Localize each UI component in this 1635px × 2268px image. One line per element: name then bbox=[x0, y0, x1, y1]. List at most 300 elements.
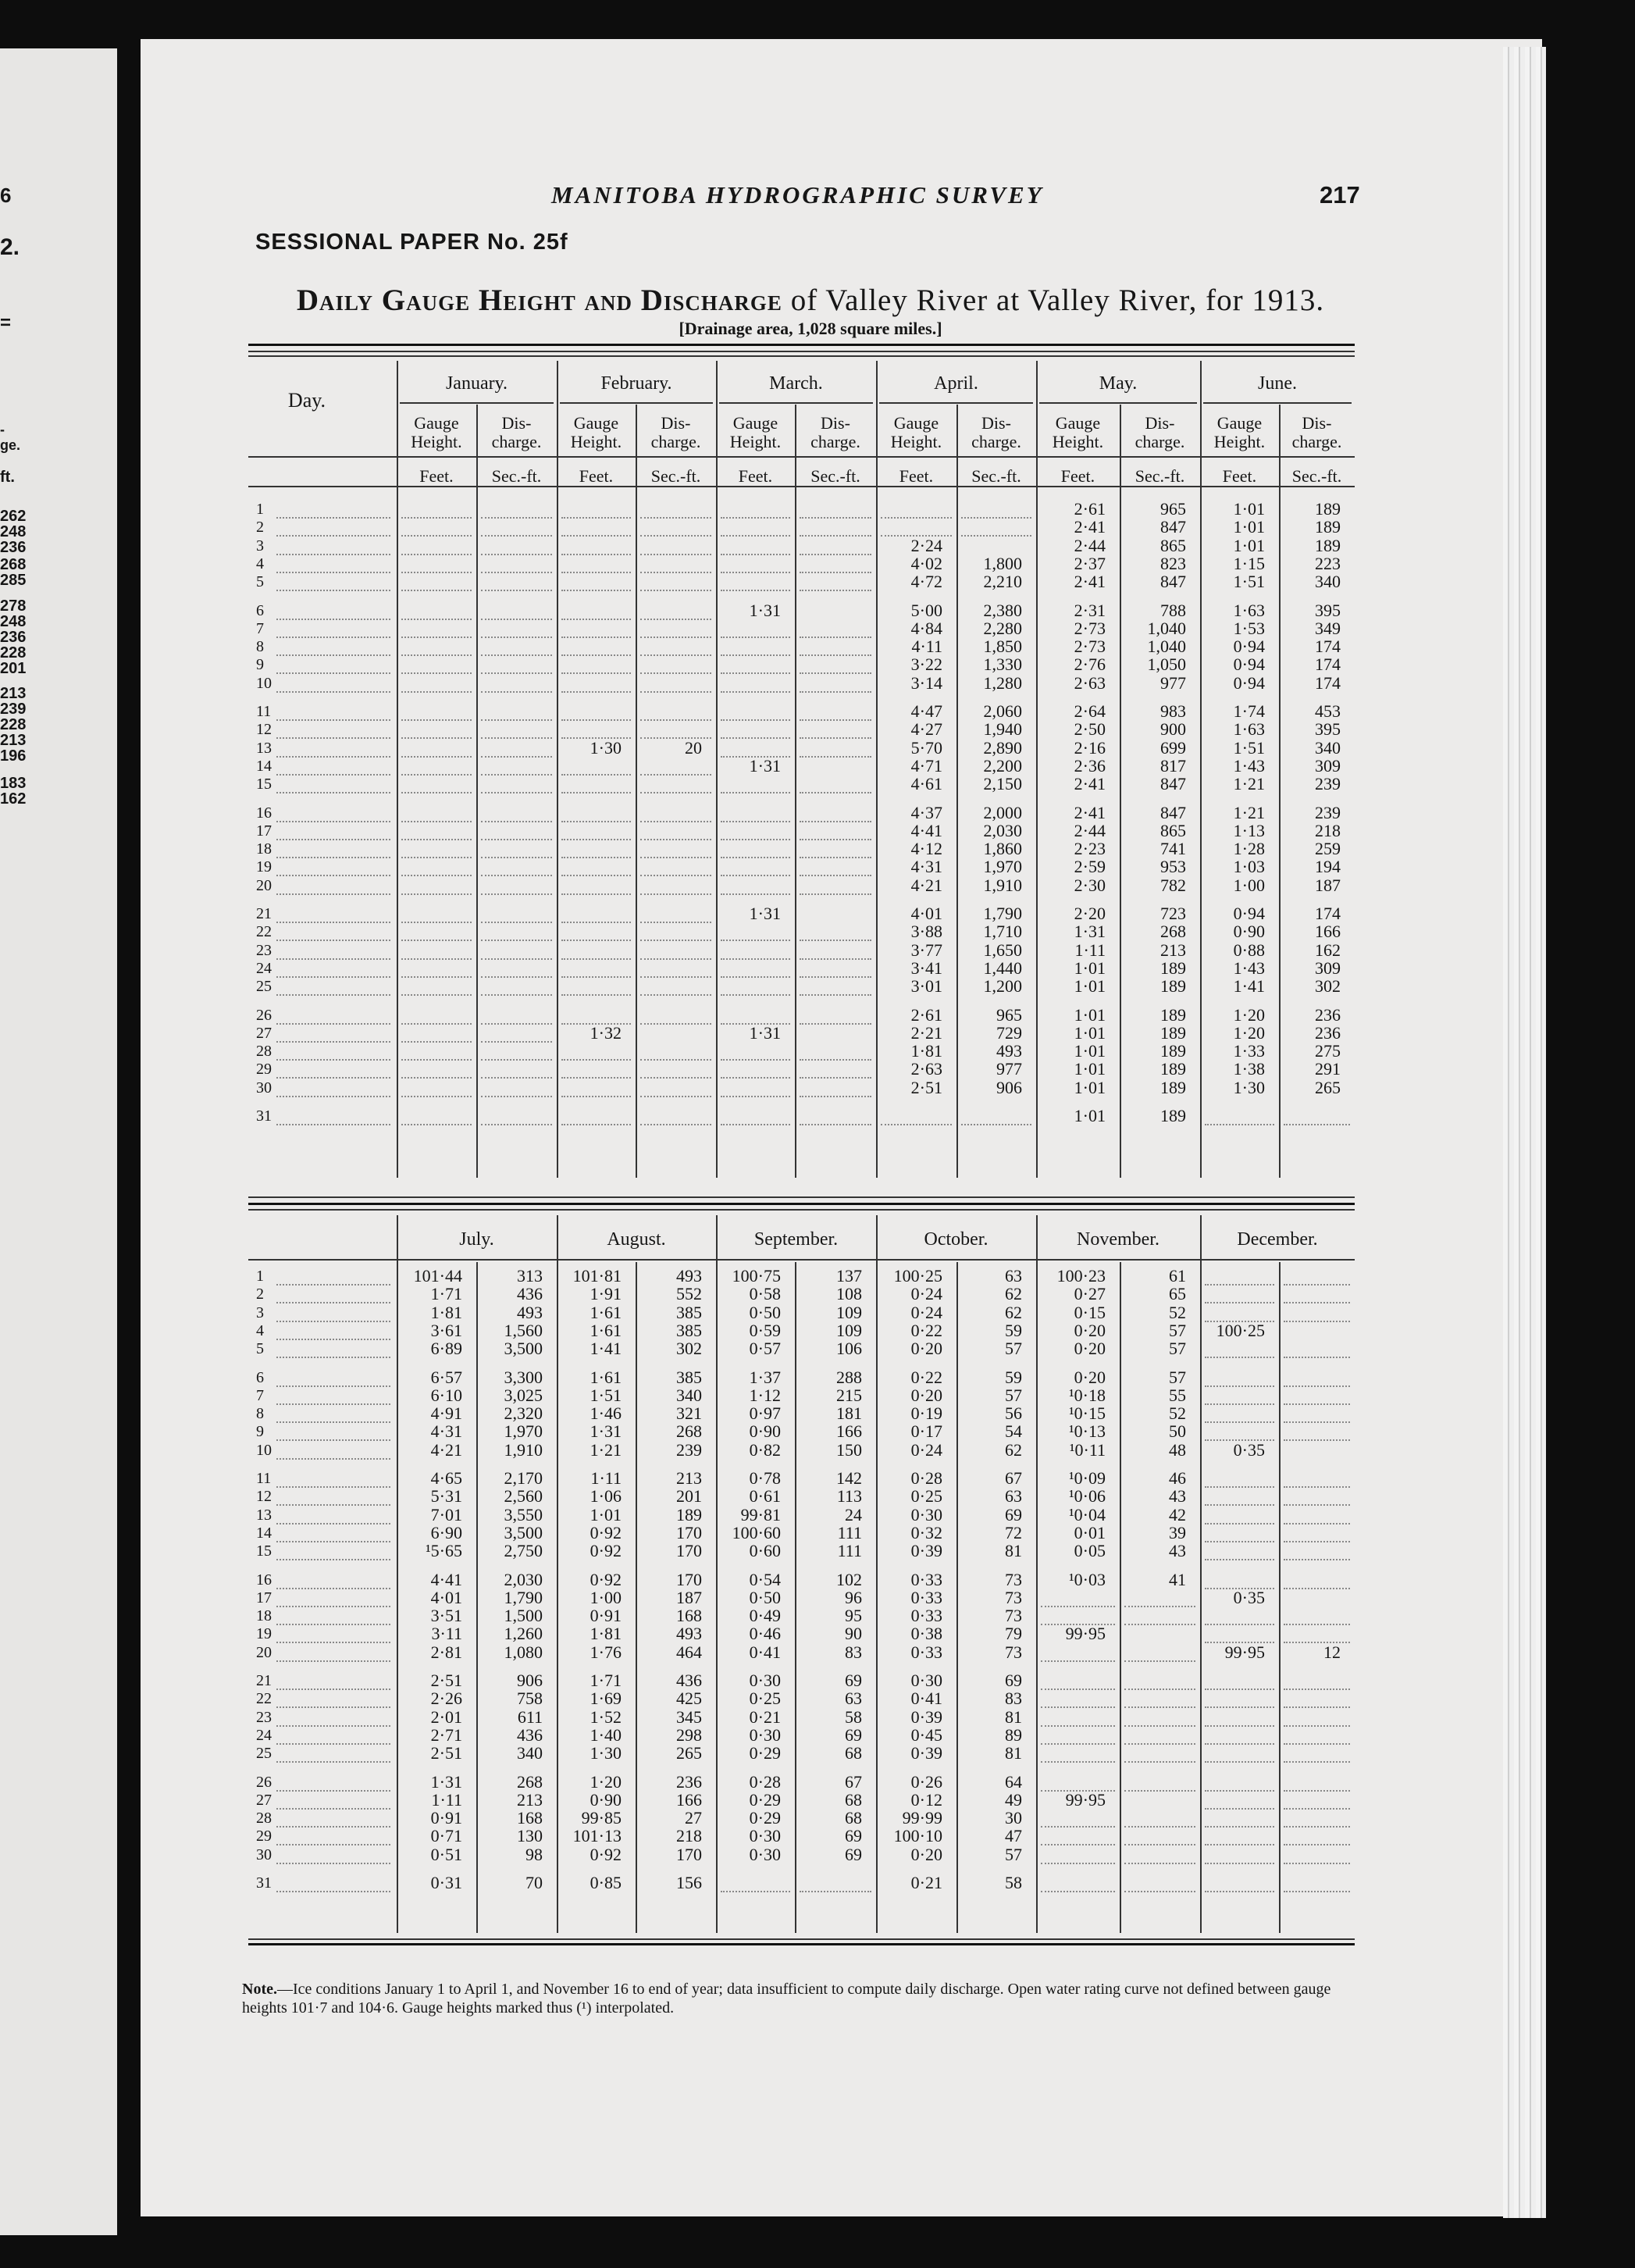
gauge-value: 1·01 bbox=[1074, 1004, 1106, 1025]
gauge-value: 0·38 bbox=[910, 1624, 942, 1644]
gauge-value: 2·63 bbox=[1074, 672, 1106, 693]
row-leader bbox=[276, 941, 390, 960]
empty-gauge bbox=[721, 876, 790, 895]
discharge-value: 215 bbox=[836, 1385, 862, 1405]
discharge-value: 239 bbox=[676, 1439, 702, 1460]
row-leader bbox=[276, 1006, 390, 1025]
empty-gauge bbox=[721, 1874, 790, 1892]
empty-gauge bbox=[1041, 1773, 1115, 1792]
discharge-value: 189 bbox=[1160, 1059, 1186, 1079]
row-leader bbox=[276, 822, 390, 840]
empty-gauge bbox=[1205, 1791, 1274, 1810]
gauge-value: 6·10 bbox=[430, 1385, 462, 1405]
gauge-height-header: Gauge Height. bbox=[411, 413, 462, 451]
empty-gauge bbox=[561, 822, 631, 840]
empty-discharge bbox=[640, 655, 711, 674]
empty-discharge bbox=[1124, 1689, 1195, 1708]
gauge-value: 1·31 bbox=[749, 755, 781, 776]
empty-gauge bbox=[401, 537, 472, 555]
rule bbox=[248, 1209, 1355, 1211]
month-header: May. bbox=[1099, 373, 1138, 394]
empty-gauge bbox=[721, 775, 790, 793]
discharge-header: Dis- charge. bbox=[491, 413, 542, 451]
gauge-value: 2·24 bbox=[910, 535, 942, 555]
empty-gauge bbox=[1041, 1606, 1115, 1625]
row-leader bbox=[276, 858, 390, 876]
empty-gauge bbox=[401, 702, 472, 721]
gauge-value: 0·15 bbox=[1074, 1302, 1106, 1322]
discharge-value: 977 bbox=[996, 1059, 1022, 1079]
gauge-value: 3·14 bbox=[910, 672, 942, 693]
empty-gauge bbox=[401, 1079, 472, 1097]
mid-rule bbox=[248, 1203, 1355, 1205]
empty-gauge bbox=[561, 977, 631, 996]
discharge-value: 395 bbox=[1315, 600, 1341, 620]
gauge-value: 1·31 bbox=[430, 1771, 462, 1792]
discharge-value: 106 bbox=[836, 1339, 862, 1359]
empty-discharge bbox=[481, 876, 552, 895]
discharge-value: 436 bbox=[676, 1671, 702, 1690]
rule bbox=[248, 456, 1355, 458]
row-leader bbox=[276, 1671, 390, 1690]
discharge-value: 1,560 bbox=[504, 1320, 543, 1340]
gauge-value: 101·44 bbox=[413, 1266, 462, 1286]
empty-gauge bbox=[561, 601, 631, 620]
row-leader bbox=[276, 977, 390, 996]
discharge-value: 1,040 bbox=[1147, 637, 1186, 657]
gauge-value: 2·81 bbox=[430, 1642, 462, 1662]
empty-gauge bbox=[721, 858, 790, 876]
discharge-value: 69 bbox=[845, 1724, 862, 1745]
discharge-value: 2,060 bbox=[983, 701, 1022, 721]
row-leader bbox=[276, 619, 390, 638]
discharge-value: 150 bbox=[836, 1439, 862, 1460]
discharge-value: 291 bbox=[1315, 1059, 1341, 1079]
discharge-value: 1,280 bbox=[983, 672, 1022, 693]
empty-gauge bbox=[721, 1079, 790, 1097]
gauge-value: 4·65 bbox=[430, 1468, 462, 1488]
empty-gauge bbox=[1205, 1386, 1274, 1405]
gauge-value: 2·51 bbox=[430, 1743, 462, 1763]
empty-gauge bbox=[1041, 1845, 1115, 1864]
discharge-value: 900 bbox=[1160, 719, 1186, 740]
empty-discharge bbox=[800, 858, 871, 876]
gauge-value: 2·20 bbox=[1074, 904, 1106, 923]
discharge-value: 79 bbox=[1005, 1624, 1022, 1644]
discharge-value: 1,970 bbox=[504, 1421, 543, 1442]
discharge-value: 162 bbox=[1315, 940, 1341, 960]
gauge-value: 0·26 bbox=[910, 1771, 942, 1792]
rule bbox=[1203, 402, 1352, 404]
empty-gauge bbox=[401, 876, 472, 895]
discharge-value: 69 bbox=[845, 1671, 862, 1690]
row-leader bbox=[276, 1469, 390, 1488]
row-leader bbox=[276, 601, 390, 620]
row-leader bbox=[276, 922, 390, 941]
gauge-value: 0·24 bbox=[910, 1284, 942, 1304]
left-page-fragment: 213 bbox=[0, 685, 27, 702]
discharge-value: 58 bbox=[845, 1706, 862, 1727]
gauge-value: 99·95 bbox=[1065, 1789, 1106, 1810]
empty-gauge bbox=[561, 674, 631, 693]
day-number: 15 bbox=[256, 1542, 272, 1560]
empty-discharge bbox=[481, 655, 552, 674]
empty-discharge bbox=[481, 674, 552, 693]
gauge-value: 1·52 bbox=[590, 1706, 622, 1727]
gauge-value: 6·90 bbox=[430, 1522, 462, 1542]
discharge-value: 309 bbox=[1315, 755, 1341, 776]
empty-gauge bbox=[1041, 1689, 1115, 1708]
day-number: 6 bbox=[256, 601, 264, 619]
discharge-value: 1,260 bbox=[504, 1624, 543, 1644]
row-leader bbox=[276, 876, 390, 895]
day-number: 23 bbox=[256, 941, 272, 959]
empty-gauge bbox=[401, 1060, 472, 1079]
empty-gauge bbox=[721, 537, 790, 555]
discharge-value: 453 bbox=[1315, 701, 1341, 721]
gauge-value: 1·71 bbox=[430, 1284, 462, 1304]
rule bbox=[476, 405, 478, 1178]
discharge-value: 54 bbox=[1005, 1421, 1022, 1442]
empty-discharge bbox=[800, 619, 871, 638]
left-page-fragment: 285 bbox=[0, 572, 27, 589]
row-leader bbox=[276, 804, 390, 822]
discharge-value: 236 bbox=[1315, 1022, 1341, 1043]
empty-gauge bbox=[401, 1107, 472, 1125]
discharge-value: 50 bbox=[1169, 1421, 1186, 1442]
empty-discharge bbox=[800, 702, 871, 721]
empty-discharge bbox=[640, 822, 711, 840]
month-header: January. bbox=[445, 373, 508, 394]
gauge-value: ¹5·65 bbox=[426, 1541, 462, 1561]
row-leader bbox=[276, 1042, 390, 1061]
discharge-value: 168 bbox=[517, 1808, 543, 1828]
row-leader bbox=[276, 1809, 390, 1828]
gauge-value: 0·59 bbox=[749, 1320, 781, 1340]
empty-gauge bbox=[1205, 1874, 1274, 1892]
gauge-value: 0·60 bbox=[749, 1541, 781, 1561]
discharge-value: 67 bbox=[845, 1771, 862, 1792]
empty-gauge bbox=[1041, 1874, 1115, 1892]
empty-gauge bbox=[721, 840, 790, 858]
row-leader bbox=[276, 1845, 390, 1864]
empty-gauge bbox=[561, 572, 631, 591]
day-number: 10 bbox=[256, 1441, 272, 1459]
gauge-value: 0·91 bbox=[430, 1808, 462, 1828]
gauge-value: ¹0·03 bbox=[1069, 1569, 1106, 1589]
empty-gauge bbox=[721, 720, 790, 739]
discharge-value: 977 bbox=[1160, 672, 1186, 693]
day-number: 27 bbox=[256, 1024, 272, 1042]
gauge-value: 2·01 bbox=[430, 1706, 462, 1727]
rule bbox=[636, 405, 637, 1178]
empty-gauge bbox=[721, 922, 790, 941]
discharge-value: 493 bbox=[676, 1266, 702, 1286]
discharge-value: 57 bbox=[1005, 1385, 1022, 1405]
left-page-fragment: 248 bbox=[0, 613, 27, 630]
empty-discharge bbox=[800, 572, 871, 591]
discharge-value: 265 bbox=[1315, 1077, 1341, 1097]
discharge-value: 758 bbox=[517, 1689, 543, 1709]
gauge-value: 1·15 bbox=[1233, 553, 1265, 573]
day-number: 30 bbox=[256, 1845, 272, 1863]
gauge-value: ¹0·15 bbox=[1069, 1403, 1106, 1424]
discharge-value: 983 bbox=[1160, 701, 1186, 721]
day-number: 25 bbox=[256, 978, 272, 996]
gauge-value: 0·91 bbox=[590, 1606, 622, 1626]
gauge-value: 2·51 bbox=[430, 1671, 462, 1690]
empty-discharge bbox=[1284, 1809, 1350, 1828]
gauge-value: 0·20 bbox=[1074, 1367, 1106, 1387]
gauge-value: 1·43 bbox=[1233, 957, 1265, 978]
empty-discharge bbox=[1124, 1874, 1195, 1892]
gauge-value: 1·21 bbox=[1233, 774, 1265, 794]
empty-discharge bbox=[1284, 1827, 1350, 1845]
empty-discharge bbox=[1284, 1404, 1350, 1423]
discharge-value: 259 bbox=[1315, 839, 1341, 859]
day-number: 7 bbox=[256, 1386, 264, 1404]
empty-gauge bbox=[401, 655, 472, 674]
empty-discharge bbox=[481, 904, 552, 923]
day-number: 24 bbox=[256, 959, 272, 977]
discharge-value: 68 bbox=[845, 1808, 862, 1828]
discharge-value: 2,890 bbox=[983, 737, 1022, 758]
day-number: 20 bbox=[256, 1643, 272, 1661]
discharge-value: 464 bbox=[676, 1642, 702, 1662]
gauge-height-header: Gauge Height. bbox=[570, 413, 622, 451]
day-number: 13 bbox=[256, 1506, 272, 1524]
discharge-value: 189 bbox=[1315, 499, 1341, 519]
row-leader bbox=[276, 1441, 390, 1460]
rule bbox=[248, 1938, 1355, 1940]
discharge-value: 58 bbox=[1005, 1873, 1022, 1892]
gauge-value: 0·46 bbox=[749, 1624, 781, 1644]
gauge-value: 1·13 bbox=[1233, 820, 1265, 840]
empty-discharge bbox=[640, 757, 711, 776]
gauge-value: 99·85 bbox=[581, 1808, 622, 1828]
discharge-value: 113 bbox=[836, 1486, 862, 1507]
rule bbox=[248, 1196, 1355, 1198]
row-leader bbox=[276, 1487, 390, 1506]
discharge-value: 847 bbox=[1160, 802, 1186, 822]
discharge-value: 69 bbox=[1005, 1504, 1022, 1524]
unit-feet: Feet. bbox=[738, 466, 773, 486]
empty-discharge bbox=[640, 775, 711, 793]
month-header: November. bbox=[1077, 1229, 1159, 1250]
empty-gauge bbox=[401, 518, 472, 537]
left-page-fragment: 262 bbox=[0, 508, 27, 525]
discharge-value: 111 bbox=[837, 1541, 862, 1561]
empty-discharge bbox=[1284, 1524, 1350, 1542]
discharge-value: 170 bbox=[676, 1569, 702, 1589]
day-number: 19 bbox=[256, 858, 272, 876]
discharge-value: 309 bbox=[1315, 957, 1341, 978]
day-number: 22 bbox=[256, 1690, 272, 1708]
gauge-value: 4·01 bbox=[430, 1587, 462, 1607]
gauge-value: 0·01 bbox=[1074, 1522, 1106, 1542]
empty-gauge bbox=[1205, 1303, 1274, 1322]
gauge-value: 99·95 bbox=[1065, 1624, 1106, 1644]
gauge-value: 0·20 bbox=[1074, 1339, 1106, 1359]
gauge-value: 1·01 bbox=[1233, 499, 1265, 519]
empty-discharge bbox=[1284, 1606, 1350, 1625]
discharge-value: 49 bbox=[1005, 1789, 1022, 1810]
empty-gauge bbox=[401, 941, 472, 960]
empty-discharge bbox=[640, 904, 711, 923]
gauge-value: 0·12 bbox=[910, 1789, 942, 1810]
empty-gauge bbox=[401, 775, 472, 793]
empty-discharge bbox=[1284, 1689, 1350, 1708]
discharge-value: 268 bbox=[1160, 922, 1186, 942]
empty-discharge bbox=[481, 518, 552, 537]
empty-gauge bbox=[401, 601, 472, 620]
empty-gauge bbox=[561, 1006, 631, 1025]
gauge-value: 4·84 bbox=[910, 618, 942, 638]
discharge-value: 73 bbox=[1005, 1642, 1022, 1662]
empty-gauge bbox=[721, 674, 790, 693]
empty-discharge bbox=[800, 1874, 871, 1892]
gauge-value: 2·23 bbox=[1074, 839, 1106, 859]
gauge-value: 1·51 bbox=[590, 1385, 622, 1405]
empty-discharge bbox=[1284, 1791, 1350, 1810]
empty-discharge bbox=[1124, 1827, 1195, 1845]
empty-discharge bbox=[481, 601, 552, 620]
rule bbox=[560, 402, 713, 404]
row-leader bbox=[276, 1060, 390, 1079]
gauge-value: 100·25 bbox=[893, 1266, 942, 1286]
empty-gauge bbox=[1041, 1671, 1115, 1690]
gauge-value: 4·21 bbox=[430, 1439, 462, 1460]
discharge-value: 52 bbox=[1169, 1302, 1186, 1322]
empty-discharge bbox=[640, 518, 711, 537]
day-number: 15 bbox=[256, 776, 272, 793]
table-title: Daily Gauge Height and Discharge of Valley River at Valley River, for 1913. bbox=[296, 284, 1325, 317]
empty-gauge bbox=[401, 858, 472, 876]
discharge-value: 59 bbox=[1005, 1320, 1022, 1340]
unit-secft: Sec.-ft. bbox=[1291, 466, 1342, 486]
empty-discharge bbox=[481, 1060, 552, 1079]
gauge-value: 1·30 bbox=[1233, 1077, 1265, 1097]
row-leader bbox=[276, 1386, 390, 1405]
gauge-value: 0·05 bbox=[1074, 1541, 1106, 1561]
row-leader bbox=[276, 1285, 390, 1303]
empty-gauge bbox=[561, 840, 631, 858]
empty-discharge bbox=[481, 1107, 552, 1125]
discharge-value: 3,500 bbox=[504, 1522, 543, 1542]
empty-discharge bbox=[1284, 1571, 1350, 1589]
gauge-value: 3·11 bbox=[431, 1624, 462, 1644]
empty-discharge bbox=[640, 840, 711, 858]
gauge-value: ¹0·18 bbox=[1069, 1385, 1106, 1405]
gauge-value: 3·51 bbox=[430, 1606, 462, 1626]
row-leader bbox=[276, 1079, 390, 1097]
gauge-value: 0·21 bbox=[910, 1873, 942, 1892]
day-number: 4 bbox=[256, 555, 264, 572]
unit-secft: Sec.-ft. bbox=[1135, 466, 1185, 486]
empty-discharge bbox=[481, 775, 552, 793]
empty-discharge bbox=[481, 757, 552, 776]
discharge-value: 189 bbox=[676, 1504, 702, 1524]
gauge-value: 0·90 bbox=[749, 1421, 781, 1442]
empty-gauge bbox=[1041, 1726, 1115, 1745]
discharge-header: Dis- charge. bbox=[650, 413, 701, 451]
gauge-value: 1·20 bbox=[590, 1771, 622, 1792]
month-header: April. bbox=[934, 373, 978, 394]
row-leader bbox=[276, 1689, 390, 1708]
day-number: 20 bbox=[256, 876, 272, 894]
discharge-value: 345 bbox=[676, 1706, 702, 1727]
rule bbox=[1120, 1262, 1121, 1933]
discharge-value: 67 bbox=[1005, 1468, 1022, 1488]
discharge-value: 27 bbox=[685, 1808, 702, 1828]
empty-gauge bbox=[1205, 1542, 1274, 1560]
empty-discharge bbox=[800, 555, 871, 573]
empty-gauge bbox=[721, 1042, 790, 1061]
empty-discharge bbox=[481, 804, 552, 822]
empty-discharge bbox=[1284, 1671, 1350, 1690]
row-leader bbox=[276, 720, 390, 739]
discharge-value: 2,560 bbox=[504, 1486, 543, 1507]
gauge-height-header: Gauge Height. bbox=[1052, 413, 1104, 451]
discharge-value: 288 bbox=[836, 1367, 862, 1387]
discharge-value: 189 bbox=[1160, 957, 1186, 978]
empty-discharge bbox=[640, 674, 711, 693]
empty-discharge bbox=[640, 572, 711, 591]
empty-discharge bbox=[800, 537, 871, 555]
empty-discharge bbox=[800, 876, 871, 895]
day-number: 13 bbox=[256, 739, 272, 757]
discharge-value: 1,790 bbox=[504, 1587, 543, 1607]
discharge-value: 69 bbox=[845, 1826, 862, 1846]
gauge-value: 0·94 bbox=[1233, 654, 1265, 675]
bottom-rule bbox=[248, 1943, 1355, 1945]
empty-discharge bbox=[640, 720, 711, 739]
gauge-value: 0·17 bbox=[910, 1421, 942, 1442]
gauge-value: 0·82 bbox=[749, 1439, 781, 1460]
row-leader bbox=[276, 518, 390, 537]
gauge-value: 2·71 bbox=[430, 1724, 462, 1745]
gauge-value: 1·21 bbox=[590, 1439, 622, 1460]
empty-gauge bbox=[1205, 1773, 1274, 1792]
gauge-value: 0·57 bbox=[749, 1339, 781, 1359]
empty-discharge bbox=[800, 977, 871, 996]
gauge-value: 0·49 bbox=[749, 1606, 781, 1626]
unit-feet: Feet. bbox=[1222, 466, 1257, 486]
row-leader bbox=[276, 1744, 390, 1763]
empty-gauge bbox=[561, 922, 631, 941]
gauge-value: ¹0·04 bbox=[1069, 1504, 1106, 1524]
day-number: 11 bbox=[256, 1470, 272, 1487]
empty-discharge bbox=[640, 555, 711, 573]
unit-secft: Sec.-ft. bbox=[650, 466, 701, 486]
row-leader bbox=[276, 555, 390, 573]
empty-discharge bbox=[800, 1042, 871, 1061]
empty-discharge bbox=[640, 537, 711, 555]
gauge-value: 0·92 bbox=[590, 1569, 622, 1589]
discharge-value: 62 bbox=[1005, 1302, 1022, 1322]
empty-discharge bbox=[800, 655, 871, 674]
gauge-value: 0·20 bbox=[910, 1385, 942, 1405]
discharge-value: 90 bbox=[845, 1624, 862, 1644]
left-page-fragment: 201 bbox=[0, 660, 27, 677]
gauge-value: 0·33 bbox=[910, 1606, 942, 1626]
left-page-fragment: 6 bbox=[0, 184, 12, 207]
month-header: August. bbox=[607, 1229, 666, 1250]
gauge-value: 0·41 bbox=[749, 1642, 781, 1662]
gauge-value: 2·76 bbox=[1074, 654, 1106, 675]
rule bbox=[248, 351, 1355, 352]
discharge-value: 847 bbox=[1160, 572, 1186, 592]
